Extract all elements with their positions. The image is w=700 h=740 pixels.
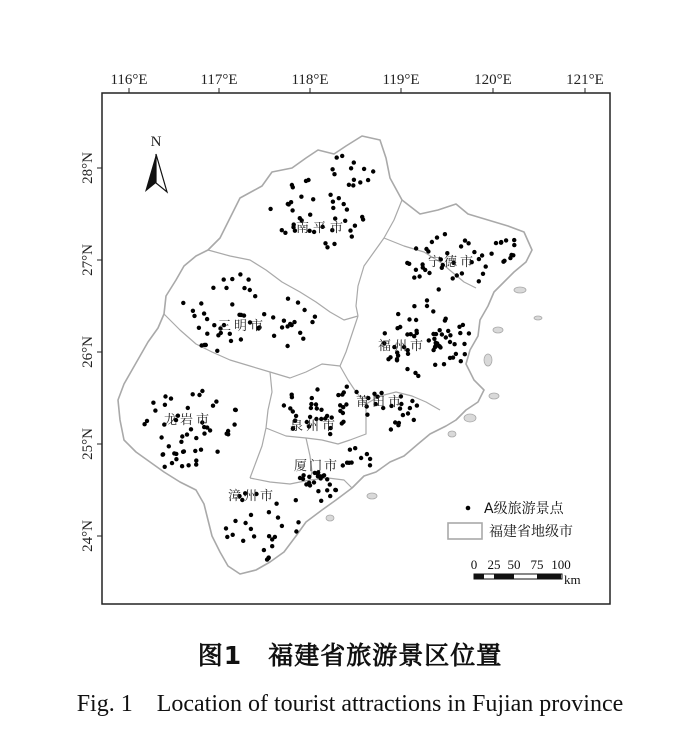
scenic-spot-point: [425, 304, 429, 308]
scenic-spot-point: [512, 243, 516, 247]
scenic-spot-point: [226, 432, 230, 436]
scenic-spot-point: [242, 286, 246, 290]
scenic-spot-point: [192, 314, 196, 318]
scenic-spot-point: [446, 329, 450, 333]
scenic-spot-point: [239, 337, 243, 341]
scenic-spot-point: [319, 408, 323, 412]
scenic-spot-point: [267, 510, 271, 514]
scenic-spot-point: [442, 362, 446, 366]
scenic-spot-point: [181, 301, 185, 305]
city-label-ningde: 宁德市: [428, 255, 477, 270]
scenic-spot-point: [467, 331, 471, 335]
scenic-spot-point: [406, 411, 410, 415]
scenic-spot-point: [224, 526, 228, 530]
scenic-spot-point: [199, 448, 203, 452]
scenic-spot-point: [194, 436, 198, 440]
scenic-spot-point: [212, 323, 216, 327]
scenic-spot-point: [477, 279, 481, 283]
scenic-spot-point: [331, 200, 335, 204]
scenic-spot-point: [348, 228, 352, 232]
lon-tick-label: 117°E: [200, 72, 238, 88]
scenic-spot-point: [224, 286, 228, 290]
scenic-spot-point: [199, 301, 203, 305]
city-label-longyan: 龙岩市: [164, 413, 213, 428]
scenic-spot-point: [405, 332, 409, 336]
scenic-spot-point: [161, 453, 165, 457]
north-arrow-label: N: [150, 134, 162, 150]
scenic-spot-point: [309, 402, 313, 406]
lon-tick-label: 116°E: [110, 72, 148, 88]
scenic-spot-point: [414, 318, 418, 322]
scenic-spot-point: [412, 304, 416, 308]
scenic-spot-point: [408, 406, 412, 410]
scenic-spot-point: [288, 322, 292, 326]
scenic-spot-point: [334, 488, 338, 492]
scenic-spot-point: [368, 457, 372, 461]
scenic-spot-point: [314, 402, 318, 406]
scenic-spot-point: [280, 228, 284, 232]
scenic-spot-point: [425, 298, 429, 302]
scenic-spot-point: [194, 462, 198, 466]
scenic-spot-point: [325, 477, 329, 481]
scenic-spot-point: [225, 535, 229, 539]
scenic-spot-point: [451, 355, 455, 359]
scenic-spot-point: [347, 461, 351, 465]
scenic-spot-point: [405, 367, 409, 371]
scenic-spot-point: [328, 494, 332, 498]
scenic-spot-point: [211, 286, 215, 290]
figure-caption-english: Fig. 1 Location of tourist attractions in Fujian province: [76, 691, 624, 717]
scenic-spot-point: [431, 332, 435, 336]
scenic-spot-point: [282, 403, 286, 407]
scenic-spot-point: [328, 193, 332, 197]
scenic-spot-point: [172, 451, 176, 455]
scenic-spot-point: [273, 535, 277, 539]
scenic-spot-point: [280, 524, 284, 528]
scale-label: 25: [487, 557, 501, 572]
scenic-spot-point: [302, 308, 306, 312]
scale-label: 75: [530, 557, 544, 572]
scenic-spot-point: [231, 533, 235, 537]
scenic-spot-point: [353, 224, 357, 228]
scenic-spot-point: [502, 259, 506, 263]
scenic-spot-point: [443, 318, 447, 322]
scenic-spot-point: [211, 404, 215, 408]
scenic-spot-point: [349, 166, 353, 170]
scenic-spot-point: [437, 344, 441, 348]
city-label-zhangzhou: 漳州市: [228, 489, 277, 504]
scenic-spot-point: [202, 311, 206, 315]
scenic-spot-point: [230, 302, 234, 306]
scenic-spot-point: [319, 499, 323, 503]
city-label-sanming: 三明市: [218, 319, 267, 334]
scenic-spot-point: [435, 235, 439, 239]
scenic-spot-point: [174, 457, 178, 461]
scenic-spot-point: [452, 342, 456, 346]
scenic-spot-point: [414, 246, 418, 250]
scenic-spot-point: [512, 238, 516, 242]
scenic-spot-point: [200, 389, 204, 393]
scenic-spot-point: [407, 317, 411, 321]
scenic-spot-point: [215, 349, 219, 353]
scenic-spot-point: [299, 195, 303, 199]
scenic-spot-point: [413, 371, 417, 375]
scenic-spot-point: [238, 272, 242, 276]
scenic-spot-point: [315, 387, 319, 391]
scenic-spot-point: [310, 396, 314, 400]
scenic-spot-point: [205, 317, 209, 321]
scenic-spot-point: [340, 421, 344, 425]
scenic-spot-point: [371, 169, 375, 173]
scenic-spot-point: [288, 406, 292, 410]
scenic-spot-point: [388, 355, 392, 359]
scenic-spot-point: [205, 332, 209, 336]
scenic-spot-point: [285, 344, 289, 348]
scenic-spot-point: [443, 232, 447, 236]
scenic-spot-point: [365, 413, 369, 417]
city-label-quanzhou: 泉州市: [290, 419, 339, 434]
scenic-spot-point: [290, 183, 294, 187]
scenic-spot-point: [432, 337, 436, 341]
legend-points-label: A级旅游景点: [484, 501, 564, 517]
scenic-spot-point: [361, 217, 365, 221]
scenic-spot-point: [494, 241, 498, 245]
scenic-spot-point: [352, 178, 356, 182]
city-label-putian: 莆田市: [356, 395, 405, 410]
scenic-spot-point: [163, 465, 167, 469]
scenic-spot-point: [451, 276, 455, 280]
lat-tick-label: 28°N: [80, 152, 96, 184]
scenic-spot-point: [472, 250, 476, 254]
scenic-spot-point: [504, 238, 508, 242]
scenic-spot-point: [352, 160, 356, 164]
scenic-spot-point: [296, 300, 300, 304]
scenic-spot-point: [331, 206, 335, 210]
scenic-spot-point: [335, 155, 339, 159]
scenic-spot-point: [328, 482, 332, 486]
scenic-spot-point: [309, 406, 313, 410]
scenic-spot-point: [242, 313, 246, 317]
scenic-spot-point: [338, 409, 342, 413]
scenic-spot-point: [271, 315, 275, 319]
scenic-spot-point: [341, 463, 345, 467]
scenic-spot-point: [233, 519, 237, 523]
scenic-spot-point: [301, 337, 305, 341]
scenic-spot-point: [237, 313, 241, 317]
scenic-spot-point: [415, 403, 419, 407]
scenic-spot-point: [180, 464, 184, 468]
scenic-spot-point: [313, 315, 317, 319]
scenic-spot-point: [437, 287, 441, 291]
scenic-spot-point: [167, 444, 171, 448]
scenic-spot-point: [304, 179, 308, 183]
scenic-spot-point: [197, 393, 201, 397]
legend-point-symbol: [466, 506, 471, 511]
scale-label: 100: [551, 557, 571, 572]
scenic-spot-point: [466, 241, 470, 245]
scenic-spot-point: [332, 242, 336, 246]
scenic-spot-point: [316, 489, 320, 493]
scenic-spot-point: [286, 202, 290, 206]
scenic-spot-point: [185, 432, 189, 436]
scenic-spot-point: [253, 294, 257, 298]
scenic-spot-point: [393, 420, 397, 424]
scenic-spot-point: [431, 348, 435, 352]
scenic-spot-point: [249, 513, 253, 517]
scenic-spot-point: [301, 477, 305, 481]
scenic-spot-point: [330, 167, 334, 171]
scenic-spot-point: [241, 539, 245, 543]
scenic-spot-point: [340, 154, 344, 158]
scenic-spot-point: [214, 399, 218, 403]
city-label-xiamen: 厦门市: [294, 459, 340, 474]
lat-tick-label: 27°N: [80, 244, 96, 276]
scenic-spot-point: [233, 408, 237, 412]
scenic-spot-point: [194, 458, 198, 462]
scenic-spot-point: [298, 216, 302, 220]
scenic-spot-point: [170, 461, 174, 465]
scenic-spot-point: [202, 431, 206, 435]
scenic-spot-point: [350, 234, 354, 238]
scenic-spot-point: [169, 396, 173, 400]
scenic-spot-point: [508, 256, 512, 260]
scenic-spot-point: [448, 333, 452, 337]
scenic-spot-point: [463, 352, 467, 356]
scenic-spot-point: [427, 271, 431, 275]
lat-tick-label: 24°N: [80, 520, 96, 552]
scenic-spot-point: [362, 167, 366, 171]
scenic-spot-point: [310, 320, 314, 324]
scale-label: 0: [470, 557, 478, 572]
scenic-spot-point: [427, 338, 431, 342]
scenic-spot-point: [332, 172, 336, 176]
scenic-spot-point: [353, 446, 357, 450]
scenic-spot-point: [186, 406, 190, 410]
scenic-spot-point: [499, 240, 503, 244]
scenic-spot-point: [286, 297, 290, 301]
scenic-spot-point: [459, 244, 463, 248]
scenic-spot-point: [395, 326, 399, 330]
scenic-spot-point: [410, 399, 414, 403]
scenic-spot-point: [315, 406, 319, 410]
scenic-spot-point: [276, 515, 280, 519]
scenic-spot-point: [280, 325, 284, 329]
scenic-spot-point: [444, 335, 448, 339]
scenic-spot-point: [325, 488, 329, 492]
scenic-spot-point: [292, 320, 296, 324]
scenic-spot-point: [267, 534, 271, 538]
scenic-spot-point: [396, 312, 400, 316]
scenic-spot-point: [438, 328, 442, 332]
scenic-spot-point: [457, 325, 461, 329]
scenic-spot-point: [430, 240, 434, 244]
scenic-spot-point: [222, 277, 226, 281]
scenic-spot-point: [270, 544, 274, 548]
scenic-spot-point: [342, 202, 346, 206]
scenic-spot-point: [159, 435, 163, 439]
scenic-spot-point: [455, 273, 459, 277]
scenic-spot-point: [325, 245, 329, 249]
scenic-spot-point: [348, 448, 352, 452]
scenic-spot-point: [347, 183, 351, 187]
scenic-spot-point: [336, 393, 340, 397]
scenic-spot-point: [414, 268, 418, 272]
scenic-spot-point: [179, 440, 183, 444]
scenic-spot-point: [311, 197, 315, 201]
scenic-spot-point: [232, 422, 236, 426]
scenic-spot-point: [417, 274, 421, 278]
scenic-spot-point: [463, 238, 467, 242]
scenic-spot-point: [163, 394, 167, 398]
scenic-spot-point: [229, 339, 233, 343]
scenic-spot-point: [246, 277, 250, 281]
scenic-spot-point: [366, 178, 370, 182]
lon-tick-label: 119°E: [382, 72, 420, 88]
scenic-spot-point: [412, 418, 416, 422]
scenic-spot-point: [421, 265, 425, 269]
scenic-spot-point: [153, 408, 157, 412]
scenic-spot-point: [401, 413, 405, 417]
scenic-spot-point: [368, 463, 372, 467]
scenic-spot-point: [230, 277, 234, 281]
scenic-spot-point: [431, 309, 435, 313]
scale-unit: km: [564, 572, 581, 587]
scenic-spot-point: [249, 527, 253, 531]
scenic-spot-point: [294, 414, 298, 418]
scenic-spot-point: [341, 405, 345, 409]
scenic-spot-point: [481, 272, 485, 276]
scenic-spot-point: [248, 288, 252, 292]
city-label-fuzhou: 福州市: [378, 339, 427, 354]
scenic-spot-point: [307, 475, 311, 479]
scenic-spot-point: [290, 208, 294, 212]
scenic-spot-point: [268, 207, 272, 211]
scenic-spot-point: [462, 342, 466, 346]
scenic-spot-point: [204, 343, 208, 347]
lon-ticks: [110, 72, 603, 93]
scenic-spot-point: [460, 271, 464, 275]
scenic-spot-point: [484, 264, 488, 268]
city-label-nanping: 南平市: [296, 221, 348, 236]
scenic-spot-point: [323, 241, 327, 245]
lon-tick-label: 120°E: [474, 72, 512, 88]
lat-ticks: [80, 152, 102, 552]
scenic-spot-point: [426, 249, 430, 253]
scenic-spot-point: [186, 463, 190, 467]
legend-boundary-label: 福建省地级市: [489, 524, 573, 540]
scenic-spot-point: [440, 332, 444, 336]
lon-tick-label: 121°E: [566, 72, 604, 88]
scenic-spot-point: [243, 521, 247, 525]
scenic-spot-point: [151, 401, 155, 405]
scenic-spot-point: [448, 340, 452, 344]
scenic-spot-point: [298, 331, 302, 335]
lon-tick-label: 118°E: [291, 72, 329, 88]
scenic-spot-point: [358, 180, 362, 184]
scenic-spot-point: [477, 257, 481, 261]
scenic-spot-point: [181, 450, 185, 454]
scenic-spot-point: [351, 183, 355, 187]
scenic-spot-point: [395, 358, 399, 362]
scenic-spot-point: [294, 498, 298, 502]
scenic-spot-point: [215, 450, 219, 454]
scenic-spot-point: [480, 253, 484, 257]
scenic-spot-point: [262, 548, 266, 552]
scenic-spot-point: [163, 403, 167, 407]
scenic-spot-point: [318, 474, 322, 478]
legend-boundary-symbol: [448, 523, 482, 539]
scenic-spot-point: [191, 392, 195, 396]
scenic-spot-point: [208, 428, 212, 432]
figure-caption-chinese: 图1 福建省旅游景区位置: [197, 641, 503, 670]
scenic-spot-point: [389, 427, 393, 431]
scenic-spot-point: [459, 359, 463, 363]
lat-tick-label: 25°N: [80, 428, 96, 460]
scenic-spot-point: [405, 261, 409, 265]
scenic-spot-point: [307, 481, 311, 485]
scenic-spot-point: [145, 419, 149, 423]
scale-label: 50: [507, 557, 521, 572]
scenic-spot-point: [365, 452, 369, 456]
scenic-spot-point: [252, 534, 256, 538]
scenic-spot-point: [345, 385, 349, 389]
scenic-spot-point: [433, 363, 437, 367]
scenic-spot-point: [272, 334, 276, 338]
scenic-spot-point: [290, 395, 294, 399]
scenic-spot-point: [266, 556, 270, 560]
scenic-spot-point: [414, 329, 418, 333]
scenic-spot-point: [308, 213, 312, 217]
scenic-spot-point: [454, 352, 458, 356]
scenic-spot-point: [283, 231, 287, 235]
scenic-spot-point: [354, 390, 358, 394]
scenic-spot-point: [312, 480, 316, 484]
scenic-spot-point: [345, 207, 349, 211]
scenic-spot-point: [396, 353, 400, 357]
scenic-spot-point: [383, 331, 387, 335]
scenic-spot-point: [340, 392, 344, 396]
lat-tick-label: 26°N: [80, 336, 96, 368]
scenic-spot-point: [359, 456, 363, 460]
scenic-spot-point: [282, 319, 286, 323]
scenic-spot-point: [180, 434, 184, 438]
scenic-spot-point: [296, 520, 300, 524]
scenic-spot-point: [337, 196, 341, 200]
scenic-spot-point: [458, 331, 462, 335]
scenic-spot-point: [193, 449, 197, 453]
scenic-spot-point: [191, 309, 195, 313]
scenic-spot-point: [262, 312, 266, 316]
scenic-spot-point: [489, 252, 493, 256]
scenic-spot-point: [294, 529, 298, 533]
scenic-spot-point: [197, 326, 201, 330]
scenic-spot-point: [412, 275, 416, 279]
